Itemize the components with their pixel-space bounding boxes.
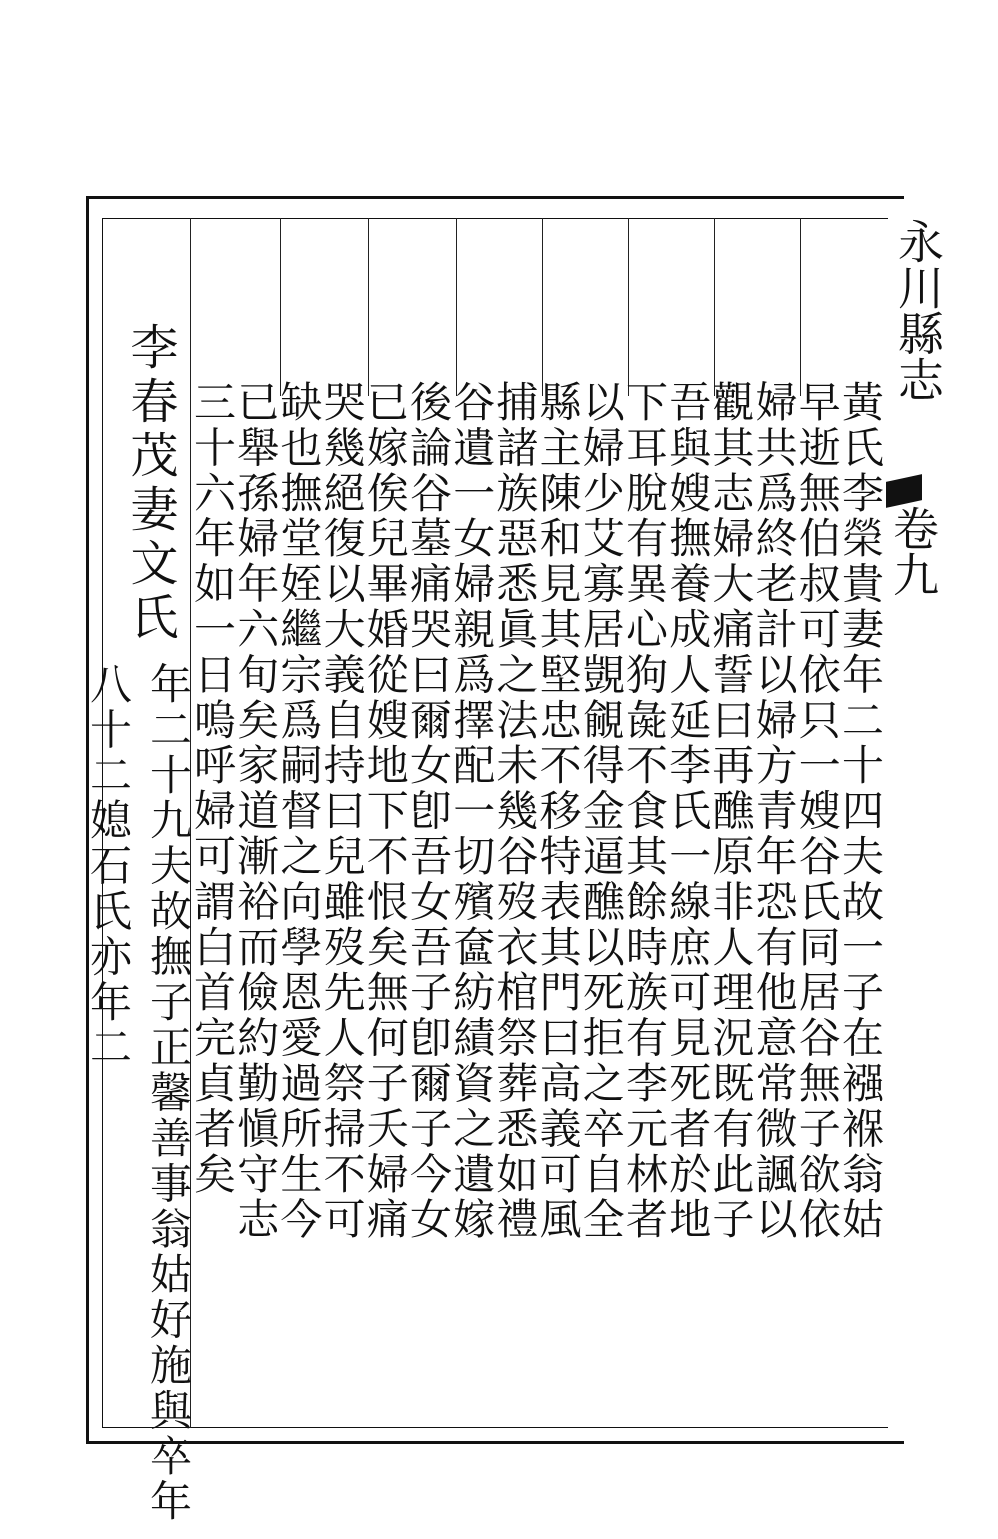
chapter-label: 卷九 (886, 505, 940, 597)
column-rule (456, 218, 457, 396)
text-column: 吾與嫂撫養成人延李氏一線庶可見死者於地 (663, 380, 713, 1243)
text-column: 已嫁俟兒畢婚從嫂地下不恨矣無何子夭婦痛 (360, 380, 410, 1243)
entry-title: 李春茂妻文氏 (122, 322, 178, 646)
column-rule (280, 218, 281, 396)
entry-text: 年二十九夫故撫子正馨善事翁姑好施與卒年八十二媳石氏亦年二 (84, 662, 193, 1525)
column-rule (542, 218, 543, 396)
text-column: 早逝無伯叔可依只一嫂谷氏同居谷無子欲依 (792, 380, 842, 1243)
book-title: 永川縣志 (891, 218, 945, 402)
text-column: 哭幾絕復以大義自持曰兒雖歿先人祭掃不可 (317, 380, 367, 1243)
text-column: 婦共爲終老計以婦方青年恐有他意常微諷以 (749, 380, 799, 1243)
text-column: 三十六年如一日嗚呼婦可謂白首完貞者矣 (188, 380, 237, 1198)
text-column: 縣主陳和見其堅忠不移特表其門曰高義可風 (533, 380, 583, 1243)
column-rule (368, 218, 369, 396)
text-column: 已舉孫婦年六旬矣家道漸裕而儉約勤愼守志 (231, 380, 281, 1243)
text-column: 捕諸族惡悉眞之法未幾谷歿衣棺祭葬悉如禮 (490, 380, 540, 1243)
text-column: 谷遺一女婦親爲擇配一切殯奩紡績資之遺嫁 (447, 380, 497, 1243)
text-column: 後論谷墓痛哭曰爾女卽吾女吾子卽爾子今女 (404, 380, 453, 1243)
column-rule (714, 218, 715, 396)
column-rule (628, 218, 629, 396)
column-rule (800, 218, 801, 396)
text-column: 下耳脫有異心狗彘不食其餘時族有李元林者 (620, 380, 669, 1243)
text-column: 以婦少艾寡居覬覦得金逼醮以死拒之卒自全 (576, 380, 626, 1243)
text-column: 缺也撫堂姪繼宗爲嗣督之向學恩愛過所生今 (274, 380, 324, 1243)
text-column: 觀其志婦大痛誓曰再醮原非人理況既有此子 (706, 380, 756, 1243)
text-column: 黃氏李榮貴妻年二十四夫故一子在襁褓翁姑 (836, 380, 885, 1243)
